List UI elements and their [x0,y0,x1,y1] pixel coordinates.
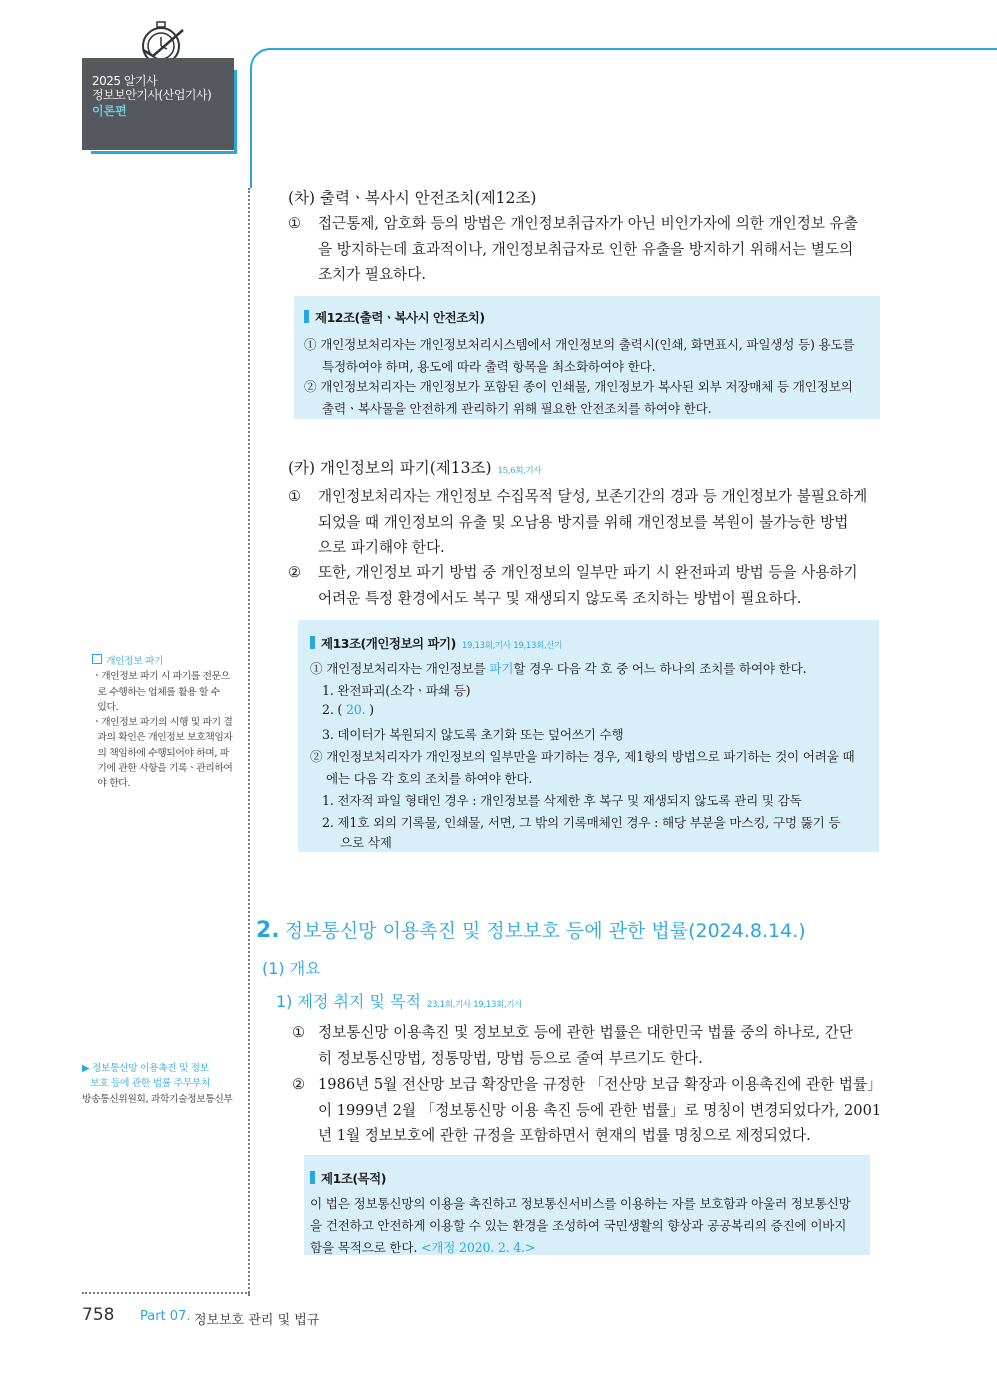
article-item: 으로 삭제 [340,835,392,850]
margin-note [92,654,248,792]
badge-edition: 이론편 [92,104,127,118]
article-text: 2. ( [322,702,346,717]
topic-heading [276,989,522,1012]
margin-note [82,1061,248,1107]
article-line: 에는 다음 각 호의 조치를 하여야 한다. [326,771,533,786]
article-line: ② 개인정보처리자가 개인정보의 일부만을 파기하는 경우, 제1항의 방법으로 파기하는 것이 어려울 때 [310,749,855,764]
paragraph [288,560,884,611]
article-title [310,1169,386,1187]
margin-note-line: 있다. [92,701,119,713]
article-title-text: 제13조(개인정보의 파기) [321,636,456,651]
article-item: 3. 데이터가 복원되지 않도록 초기화 또는 덮어쓰기 수행 [322,727,624,742]
article-line: ① 개인정보처리자는 개인정보처리시스템에서 개인정보의 출력시(인쇄, 화면표시, 파일생성 등) 용도를 [304,337,855,352]
title-bar [310,1171,315,1184]
header-frame [250,48,997,188]
article-title-text: 제12조(출력ㆍ복사시 안전조치) [315,310,485,325]
footer-part-label: Part 07. [140,1309,191,1324]
paragraph-number: ① [292,1024,306,1041]
chapter-title: 정보통신망 이용촉진 및 정보보호 등에 관한 법률(2024.8.14.) [284,920,806,942]
margin-note-line: 기에 관한 사항을 기록ㆍ관리하여 [92,763,233,775]
chapter-heading [256,916,806,943]
paragraph-line: 히 정보통신망법, 정통망법, 망법 등으로 줄여 부르기도 한다. [318,1049,703,1067]
law-article-box [304,1155,870,1255]
paragraph-line: 년 1월 정보보호에 관한 규정을 포함하면서 현재의 법률 명칭으로 제정되었다. [318,1127,811,1144]
article-line: 출력ㆍ복사물을 안전하게 관리하기 위해 필요한 안전조치를 하여야 한다. [322,401,712,416]
section-heading-cha: (차) 출력ㆍ복사시 안전조치(제12조) [288,189,537,207]
footer-chapter-title: 정보보호 관리 및 법규 [194,1313,320,1328]
margin-note-line: 야 한다. [92,778,131,790]
note-square-icon [92,654,102,664]
paragraph-number: ② [292,1076,306,1093]
paragraph-line: 어려운 특정 환경에서도 복구 및 재생되지 않도록 조치하는 방법이 필요하다. [318,589,802,607]
subsection-heading: (1) 개요 [262,959,321,978]
badge-subtitle: 정보보안기사(산업기사) [92,88,212,102]
paragraph [292,1020,884,1071]
title-bar [310,636,315,649]
section-heading-ka [288,456,541,478]
article-line: ② 개인정보처리자는 개인정보가 포함된 종이 인쇄물, 개인정보가 복사된 외부 저장매체 등 개인정보의 [304,379,853,394]
law-article-box [294,296,880,419]
paragraph-number: ② [288,564,302,581]
margin-note-line: 의 책임하에 수행되어야 하며, 파 [92,747,229,759]
article-text: 할 경우 다음 각 호 중 어느 하나의 조치를 하여야 한다. [513,661,807,676]
margin-note-line: 과의 확인은 개인정보 보호책임자 [92,732,233,744]
article-item: 2. 제1호 외의 기록물, 인쇄물, 서면, 그 밖의 기록매체인 경우 : 해당 부분을 마스킹, 구멍 뚫기 등 [322,815,841,830]
article-line: 을 건전하고 안전하게 이용할 수 있는 환경을 조성하여 국민생활의 향상과 공공복리의 증진에 이바지 [310,1218,847,1233]
article-text: 함을 목적으로 한다. [310,1240,421,1255]
article-item: 1. 완전파괴(소각ㆍ파쇄 등) [322,683,471,698]
article-title [310,634,562,652]
paragraph-number: ① [288,215,302,232]
law-article-box [298,620,879,852]
paragraph [288,211,884,288]
margin-note-title: 보호 등에 관한 법률 주무부처 [82,1078,210,1090]
margin-note-title-text: 개인정보 파기 [106,656,164,667]
exam-citation: 23,1회,기사 19,13회,기사 [426,1000,523,1010]
amendment-date: <개정 2020. 2. 4.> [420,1240,536,1255]
article-item: 1. 전자적 파일 형태인 경우 : 개인정보를 삭제한 후 복구 및 재생되지 않도록 관리 및 감독 [322,793,802,808]
paragraph [292,1072,884,1149]
margin-note-line: ㆍ개인정보 파기의 시행 및 파기 결 [92,717,233,729]
paragraph-line: 조치가 필요하다. [318,266,426,283]
badge-title: 2025 알기사 [92,74,158,88]
paragraph-line: 접근통제, 암호화 등의 방법은 개인정보취급자가 아닌 비인가자에 의한 개인정보 유출 [318,215,858,232]
exam-citation: 19,13회,기사 19,13회,산기 [461,641,563,651]
paragraph-line: 또한, 개인정보 파기 방법 중 개인정보의 일부만 파기 시 완전파괴 방법 등을 사용하기 [318,564,858,581]
article-line: 특정하여야 하며, 용도에 따라 출력 항목을 최소화하여야 한다. [322,359,656,374]
paragraph-line: 1986년 5월 전산망 보급 확장만을 규정한 「전산망 보급 확장과 이용촉진에 관한 법률」 [318,1076,882,1093]
margin-note-line: ㆍ개인정보 파기 시 파기를 전문으 [92,671,230,683]
article-title [304,308,485,326]
margin-note-title [92,654,248,669]
margin-note-line: 로 수행하는 업체를 활용 할 수 [92,686,220,698]
keyword-highlight: 파기 [489,661,514,676]
paragraph [288,484,884,561]
article-line: 이 법은 정보통신망의 이용을 촉진하고 정보통신서비스를 이용하는 자를 보호함과 아울러 정보통신망 [310,1196,851,1211]
topic-title: 1) 제정 취지 및 목적 [276,992,421,1011]
margin-note-title: ▶ 정보통신망 이용촉진 및 정보 [82,1063,209,1074]
article-line [310,658,806,677]
title-bar [304,310,309,323]
footer-divider [82,1292,250,1294]
chapter-number: 2. [256,918,280,943]
article-title-text: 제1조(목적) [321,1171,386,1186]
article-item [322,702,374,717]
paragraph-line: 개인정보처리자는 개인정보 수집목적 달성, 보존기간의 경과 등 개인정보가 불필요하게 [318,488,868,505]
article-text: ) [365,702,374,717]
quiz-blank: 20. [345,702,366,717]
book-badge [82,58,234,150]
section-heading-text: (카) 개인정보의 파기(제13조) [288,459,492,477]
paragraph-number: ① [288,488,302,505]
paragraph-line: 을 방지하는데 효과적이나, 개인정보취급자로 인한 유출을 방지하기 위해서는 별도의 [318,240,854,258]
article-line [310,1237,535,1256]
article-text: ① 개인정보처리자는 개인정보를 [310,661,490,676]
page-number: 758 [82,1305,115,1325]
paragraph-line: 정보통신망 이용촉진 및 정보보호 등에 관한 법률은 대한민국 법률 중의 하나로, 간단 [318,1024,853,1041]
paragraph-line: 이 1999년 2월 「정보통신망 이용 촉진 등에 관한 법률」로 명칭이 변경되었다가, 2001 [318,1101,882,1119]
margin-note-line: 방송통신위원회, 과학기술정보통신부 [82,1093,233,1105]
paragraph-line: 으로 파기해야 한다. [318,539,445,556]
paragraph-line: 되었을 때 개인정보의 유출 및 오남용 방지를 위해 개인정보를 복원이 불가능한 방법 [318,513,849,531]
exam-citation: 15,6회,기사 [497,466,542,476]
margin-divider [248,188,250,1296]
